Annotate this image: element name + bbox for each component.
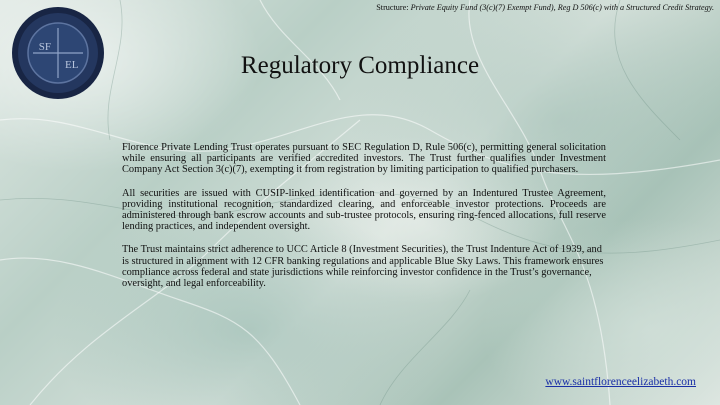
paragraph-trust-adherence: The Trust maintains strict adherence to UCC Article 8 (Investment Securities), the Trust Indenture Act of 1939, and is structured in alignment with 12 CFR banking regulations and applicable Blue Sky Laws. This framework ensures compliance across federal and state jurisdictions while reinforcing investor confidence in the Trust’s governance, oversight, and legal enforceability. xyxy=(122,244,604,290)
structure-note xyxy=(376,3,714,12)
seal-letters-right: EL xyxy=(65,59,79,71)
body-text xyxy=(122,142,606,301)
page-title: Regulatory Compliance xyxy=(240,52,480,79)
seal-letters-left: SF xyxy=(38,41,51,53)
paragraph-securities: All securities are issued with CUSIP-linked identification and governed by an Indentured Trustee Agreement, providing institutional recognition, standardized clearing, and enforceable investor protections. Proceeds are administered through bank escrow accounts and sub-trustee protocols, ensuring ring-fenced allocations, full reserve lending practices, and independent oversight. xyxy=(122,187,606,233)
structure-text: Private Equity Fund (3(c)(7) Exempt Fund), Reg D 506(c) with a Structured Credit Strategy. xyxy=(410,3,714,12)
website-link[interactable]: www.saintflorenceelizabeth.com xyxy=(545,376,696,388)
paragraph-sec-regulation: Florence Private Lending Trust operates pursuant to SEC Regulation D, Rule 506(c), permitting general solicitation while ensuring all participants are verified accredited investors. The Trust further qualifies under Investment Company Act Section 3(c)(7), exempting it from registration by limiting participation to qualified purchasers. xyxy=(122,142,606,176)
structure-label: Structure: xyxy=(376,3,409,12)
